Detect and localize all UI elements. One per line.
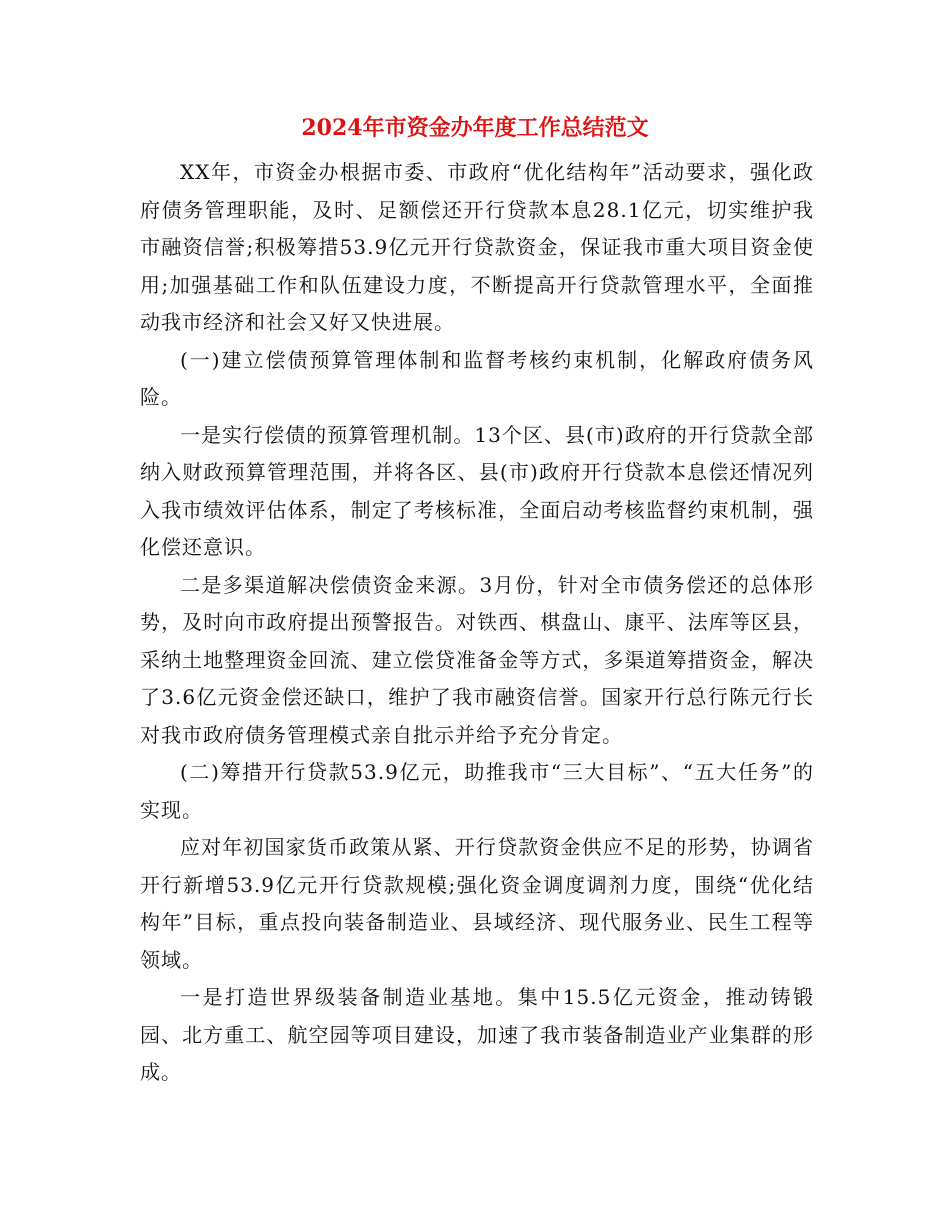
paragraph-loan-scale: 应对年初国家货币政策从紧、开行贷款资金供应不足的形势，协调省开行新增53.9亿元开行贷款规模;强化资金调度调剂力度，围绕“优化结构年”目标，重点投向装备制造业、县域经济、现代服务业、民生工程等领域。 <box>140 835 814 972</box>
document-title: 2024年市资金办年度工作总结范文 <box>301 115 649 141</box>
paragraph-equipment-base: 一是打造世界级装备制造业基地。集中15.5亿元资金，推动铸锻园、北方重工、航空园等项目建设，加速了我市装备制造业产业集群的形成。 <box>140 985 814 1084</box>
paragraph-funding-sources: 二是多渠道解决偿债资金来源。3月份，针对全市债务偿还的总体形势，及时向市政府提出预警报告。对铁西、棋盘山、康平、法库等区县，采纳土地整理资金回流、建立偿贷准备金等方式，多渠道筹措资金，解决了3.6亿元资金偿还缺口，维护了我市融资信誉。国家开行总行陈元行长对我市政府债务管理模式亲自批示并给予充分肯定。 <box>140 572 814 747</box>
document-body <box>140 154 814 1092</box>
paragraph-section-2-heading: (二)筹措开行贷款53.9亿元，助推我市“三大目标”、“五大任务”的实现。 <box>140 760 814 822</box>
paragraph-section-1-heading: (一)建立偿债预算管理体制和监督考核约束机制，化解政府债务风险。 <box>140 347 814 409</box>
paragraph-intro: XX年，市资金办根据市委、市政府“优化结构年”活动要求，强化政府债务管理职能，及时、足额偿还开行贷款本息28.1亿元，切实维护我市融资信誉;积极筹措53.9亿元开行贷款资金，保证我市重大项目资金使用;加强基础工作和队伍建设力度，不断提高开行贷款管理水平，全面推动我市经济和社会又好又快进展。 <box>140 160 814 334</box>
paragraph-budget-mechanism: 一是实行偿债的预算管理机制。13个区、县(市)政府的开行贷款全部纳入财政预算管理范围，并将各区、县(市)政府开行贷款本息偿还情况列入我市绩效评估体系，制定了考核标准，全面启动考核监督约束机制，强化偿还意识。 <box>140 422 814 559</box>
